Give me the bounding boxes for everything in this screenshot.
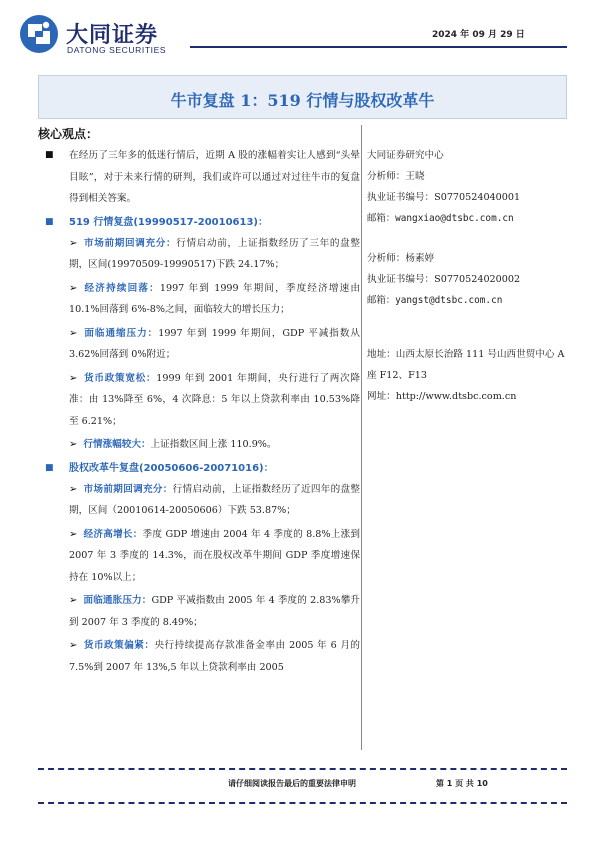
intro-text: 在经历了三年多的低迷行情后，近期 A 股的涨幅着实让人感到“头晕目眩”，对于未来行情的研判，我们或许可以通过对过往牛市的复盘得到相关答案。 <box>69 150 360 204</box>
square-bullet-icon: ■ <box>45 150 54 160</box>
logo-mark-icon <box>18 14 60 54</box>
logo-text: 大同证券 <box>66 23 159 48</box>
list-item: ➢ 市场前期回调充分：行情启动前，上证指数经历了近四年的盘整期，区间（20010614-20050606）下跌 53.87%； <box>69 483 360 516</box>
arrow-bullet-icon: ➢ <box>69 640 78 651</box>
main-content <box>38 125 360 750</box>
footer-divider-bottom <box>38 802 567 804</box>
column-divider <box>361 125 362 750</box>
analyst-name: 分析师：王晓 <box>367 171 425 182</box>
analyst-email[interactable]: 邮箱：wangxiao@dtsbc.com.cn <box>367 213 514 224</box>
arrow-bullet-icon: ➢ <box>69 439 78 450</box>
list-item: ➢ 面临通缩压力：1997 年到 1999 年期间，GDP 平减指数从 3.62%回落到 0%附近； <box>69 327 360 360</box>
list-item: ➢ 经济高增长：季度 GDP 增速由 2004 年 4 季度的 8.8%上涨到 2007 年 3 季度的 14.3%，而在股权改革牛期间 GDP 季度增速保持在 10%以上； <box>69 528 360 583</box>
list-item: ➢ 经济持续回落：1997 年到 1999 年期间，季度经济增速由 10.1%回落到 6%-8%之间，面临较大的增长压力； <box>69 282 360 315</box>
arrow-bullet-icon: ➢ <box>69 372 78 384</box>
arrow-bullet-icon: ➢ <box>69 237 78 249</box>
list-item: ➢ 货币政策宽松：1999 年到 2001 年期间，央行进行了两次降准：由 13%降至 6%，4 次降息：5 年以上贷款利率由 10.53%降至 6.21%； <box>69 372 360 427</box>
arrow-bullet-icon: ➢ <box>69 327 78 339</box>
list-item: ➢ 行情涨幅较大：上证指数区间上涨 110.9%。 <box>69 439 277 450</box>
footer-disclaimer: 请仔细阅读报告最后的重要法律申明 <box>228 779 356 788</box>
company-website[interactable]: 网址：http://www.dtsbc.com.cn <box>367 391 517 402</box>
title-box <box>38 75 567 119</box>
section2-heading: ■ 股权改革牛复盘(20050606-20071016)： <box>38 458 360 479</box>
company-logo <box>18 14 178 54</box>
research-org: 大同证券研究中心 <box>367 150 444 161</box>
square-bullet-icon: ■ <box>45 216 54 227</box>
square-bullet-icon: ■ <box>45 462 54 473</box>
report-date: 2024 年 09 月 29 日 <box>432 30 525 40</box>
page-number: 第 1 页 共 10 <box>436 779 488 788</box>
arrow-bullet-icon: ➢ <box>69 595 78 606</box>
arrow-bullet-icon: ➢ <box>69 528 78 540</box>
analyst-cert: 执业证书编号：S0770524020002 <box>367 274 521 285</box>
list-item: ➢ 货币政策偏紧：央行持续提高存款准备金率由 2005 年 6 月的 7.5%到 2007 年 13%,5 年以上贷款利率由 2005 <box>69 640 360 673</box>
arrow-bullet-icon: ➢ <box>69 282 78 294</box>
analyst-cert: 执业证书编号：S0770524040001 <box>367 192 521 203</box>
arrow-bullet-icon: ➢ <box>69 483 78 495</box>
section1-heading: ■ 519 行情复盘(19990517-20010613)： <box>38 212 360 233</box>
list-item: ➢ 面临通胀压力：GDP 平减指数由 2005 年 4 季度的 2.83%攀升到 2007 年 3 季度的 8.49%； <box>69 595 360 628</box>
analyst-name: 分析师：杨素婷 <box>367 253 435 264</box>
intro-paragraph <box>38 145 360 210</box>
logo-subtext: DATONG SECURITIES <box>67 45 167 55</box>
footer-divider <box>38 768 567 770</box>
header-divider <box>190 46 567 48</box>
analyst-email[interactable]: 邮箱：yangst@dtsbc.com.cn <box>367 295 503 306</box>
analyst-sidebar <box>367 145 567 407</box>
report-title: 牛市复盘 1：519 行情与股权改革牛 <box>170 91 435 110</box>
list-item: ➢ 市场前期回调充分：行情启动前，上证指数经历了三年的盘整期，区间(19970509-19990517)下跌 24.17%； <box>69 237 360 270</box>
company-address: 地址：山西太原长治路 111 号山西世贸中心 A 座 F12、F13 <box>367 349 565 381</box>
section-heading: 核心观点： <box>38 127 99 141</box>
